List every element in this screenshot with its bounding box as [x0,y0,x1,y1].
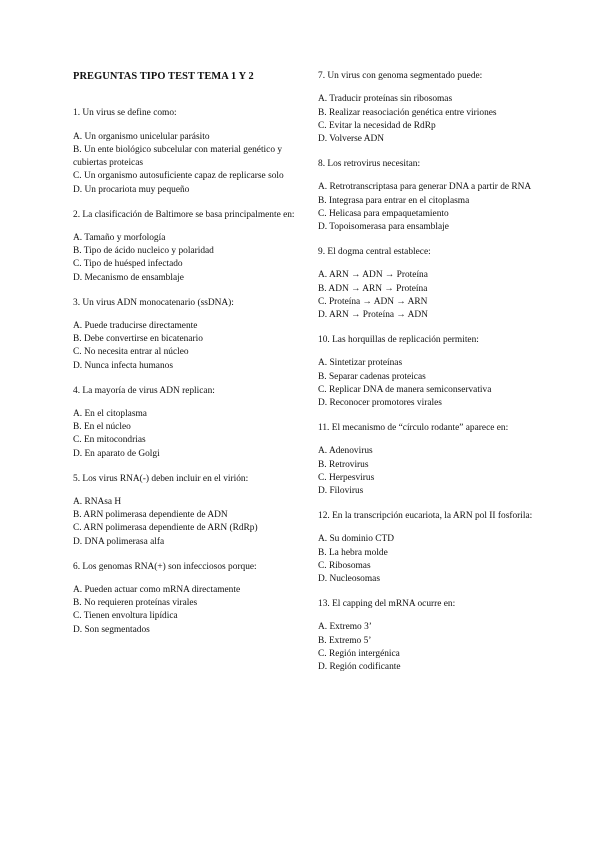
answer-option: A. Retrotranscriptasa para generar DNA a partir de RNA [318,182,532,193]
answer-option: D. Filovirus [318,486,364,497]
answer-option: C. Tipo de huésped infectado [73,259,183,270]
question-block [73,473,313,549]
answer-option: C. Un organismo autosuficiente capaz de replicarse solo [73,171,284,182]
answer-option: D. Son segmentados [73,624,150,635]
question-text: 12. En la transcripción eucariota, la ARN pol II fosforila: [318,510,533,521]
question-text: 6. Los genomas RNA(+) son infecciosos porque: [73,561,257,572]
question-block [318,334,550,410]
answer-option: A. Extremo 3’ [318,622,372,633]
question-block [73,297,313,373]
answer-option: B. Realizar reasociación genética entre viriones [318,107,497,118]
question-text: 4. La mayoría de virus ADN replican: [73,385,215,396]
answer-option: B. Un ente biológico subcelular con material genético y cubiertas proteicas [73,144,283,169]
answer-option: B. ARN polimerasa dependiente de ADN [73,510,228,521]
question-text: 2. La clasificación de Baltimore se basa principalmente en: [73,209,295,220]
answer-option: B. Retrovirus [318,459,369,470]
question-text: 7. Un virus con genoma segmentado puede: [318,71,483,81]
question-text: 8. Los retrovirus necesitan: [318,158,421,169]
answer-option: B. No requieren proteínas virales [73,598,198,609]
answer-option: C. Tienen envoltura lipídica [73,611,178,622]
answer-option: B. Debe convertirse en bicatenario [73,334,203,345]
question-block [318,70,550,146]
answer-option: B. Extremo 5’ [318,635,372,646]
question-block [318,422,550,498]
answer-option: C. Evitar la necesidad de RdRp [318,120,436,131]
question-text: 10. Las horquillas de replicación permiten: [318,334,479,345]
answer-option: D. Mecanismo de ensamblaje [73,272,184,283]
answer-option: D. Un procariota muy pequeño [73,184,190,195]
answer-option: A. ARN → ADN → Proteína [318,270,428,281]
answer-option: A. Un organismo unicelular parásito [73,131,210,142]
question-block [318,246,550,322]
answer-option: C. Helicasa para empaquetamiento [318,208,449,219]
question-block [318,158,550,234]
answer-option: C. Ribosomas [318,560,371,571]
answer-option: A. RNAsa H [73,496,122,507]
answer-option: D. Nunca infecta humanos [73,360,173,371]
question-text: 1. Un virus se define como: [73,108,177,119]
question-text: 9. El dogma central establece: [318,246,431,257]
question-block [73,561,313,637]
question-block [73,209,313,285]
answer-option: A. Traducir proteínas sin ribosomas [318,94,453,105]
right-column [318,70,550,686]
answer-option: B. La hebra molde [318,547,388,558]
answer-option: B. Tipo de ácido nucleico y polaridad [73,246,214,257]
answer-option: B. ADN → ARN → Proteína [318,283,428,294]
answer-option: C. Replicar DNA de manera semiconservativa [318,384,492,395]
question-text: 3. Un virus ADN monocatenario (ssDNA): [73,297,234,308]
answer-option: D. En aparato de Golgi [73,448,160,459]
question-text: 13. El capping del mRNA ocurre en: [318,598,456,609]
answer-option: A. Su dominio CTD [318,534,395,545]
answer-option: C. Proteína → ADN → ARN [318,296,428,307]
answer-option: C. Región intergénica [318,648,400,659]
answer-option: D. Reconocer promotores virales [318,398,442,409]
page-title: PREGUNTAS TIPO TEST TEMA 1 Y 2 [73,71,254,82]
answer-option: A. En el citoplasma [73,408,147,419]
answer-option: C. Herpesvirus [318,472,375,483]
answer-option: D. DNA polimerasa alfa [73,536,165,547]
question-block [73,107,313,197]
question-block [73,385,313,461]
answer-option: D. Región codificante [318,662,401,673]
answer-option: D. Nucleosomas [318,574,380,585]
answer-option: C. En mitocondrias [73,435,146,446]
answer-option: D. Topoisomerasa para ensamblaje [318,222,449,233]
answer-option: A. Adenovirus [318,446,373,457]
answer-option: A. Pueden actuar como mRNA directamente [73,584,241,595]
answer-option: A. Sintetizar proteínas [318,358,403,369]
answer-option: D. Volverse ADN [318,134,385,145]
answer-option: A. Puede traducirse directamente [73,320,198,331]
question-block [318,510,550,586]
answer-option: C. No necesita entrar al núcleo [73,347,189,358]
answer-option: C. ARN polimerasa dependiente de ARN (RdRp) [73,523,258,534]
answer-option: B. En el núcleo [73,422,131,433]
answer-option: D. ARN → Proteína → ADN [318,310,428,321]
answer-option: B. Integrasa para entrar en el citoplasma [318,195,470,206]
left-column [73,70,313,649]
question-block [318,598,550,674]
answer-option: A. Tamaño y morfología [73,232,166,243]
answer-option: B. Separar cadenas proteicas [318,371,426,382]
question-text: 5. Los virus RNA(-) deben incluir en el virión: [73,473,249,484]
question-text: 11. El mecanismo de “círculo rodante” aparece en: [318,422,509,433]
